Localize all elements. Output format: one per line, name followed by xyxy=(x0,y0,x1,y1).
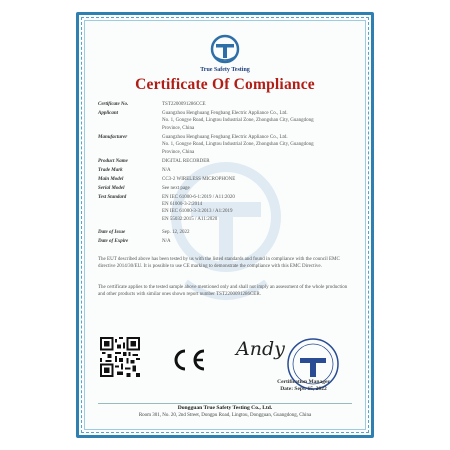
field-value-line: No. 1, Gongye Road, Lingtou Industrial Zone, Zhongshan City, Guangdong xyxy=(162,118,314,124)
field-value-line: TST2200091286CCE xyxy=(162,102,206,107)
field-value-line: EN 61000-3-2:2014 xyxy=(162,202,203,207)
footer-address: Room 301, No. 20, 2nd Street, Dongpu Road, Lingtou, Dongguan, Guangdong, China xyxy=(138,413,312,418)
footer-divider xyxy=(98,403,352,404)
field-value-line: CC3-2 WIRELESS MICROPHONE xyxy=(162,176,236,182)
field-label: Manufacturer xyxy=(98,134,128,140)
company-logo-icon xyxy=(210,34,240,64)
field-label: Serial Model xyxy=(98,185,125,191)
field-value xyxy=(162,158,362,165)
qr-code-icon xyxy=(100,337,140,377)
certification-manager xyxy=(251,379,356,393)
field-value xyxy=(162,110,362,132)
field-value-line: Sep. 12, 2022 xyxy=(162,230,190,236)
field-value-line: N/A xyxy=(162,167,171,173)
field-value xyxy=(162,185,362,192)
ce-mark-icon xyxy=(170,348,208,372)
field-value-line: Guangzhou Henghuang Fengbang Electric Appliance Co., Ltd. xyxy=(162,111,288,116)
field-value-line: EN IEC 61000-6-1:2019 / A11:2020 xyxy=(162,194,235,200)
field-value xyxy=(162,194,362,224)
field-label: Certificate No. xyxy=(98,102,129,107)
field-label: Trade Mark xyxy=(98,167,123,173)
field-value-line: See next page xyxy=(162,185,190,191)
field-value xyxy=(162,101,362,108)
field-value xyxy=(162,238,362,245)
manager-date: Date: Sept. 15, 2022 xyxy=(280,386,327,392)
field-value xyxy=(162,229,362,236)
field-value-line: EN 55032:2015 / A11:2020 xyxy=(162,216,218,222)
field-value xyxy=(162,134,362,156)
field-value-line: Province, China xyxy=(162,125,195,131)
certificate xyxy=(76,12,374,438)
compliance-statement: The EUT described above has been tested by us with the listed standards and found in compliance with the council EMC directive 2014/30/EU. It is possible to use CE marking to demonstrate the compliance with this EMC Directive. xyxy=(98,257,340,270)
brand-name: True Safety Testing xyxy=(200,67,250,73)
manager-signature: Andy xyxy=(236,338,285,360)
field-value-line: No. 1, Gongye Road, Lingtou Industrial Zone, Zhongshan City, Guangdong xyxy=(162,142,314,148)
field-value-line: EN IEC 61000-3-3:2013 / A1:2019 xyxy=(162,209,233,215)
field-label: Product Name xyxy=(98,158,128,164)
footer xyxy=(76,405,374,419)
field-label: Date of Expire xyxy=(98,239,129,245)
field-value-line: Province, China xyxy=(162,149,195,155)
field-label: Applicant xyxy=(98,111,119,116)
manager-title: Certification Manager xyxy=(277,379,330,385)
scope-statement: The certificate applies to the tested sample above mentioned only and shall not imply an assessment of the whole production and other products with similar ones shown report number TST2200091286CER. xyxy=(98,285,348,298)
field-value-line: Guangzhou Henghuang Fengbang Electric Appliance Co., Ltd. xyxy=(162,134,288,140)
field-value xyxy=(162,167,362,174)
certificate-title: Certificate Of Compliance xyxy=(135,76,315,93)
field-label: Main Model xyxy=(98,176,124,182)
field-value xyxy=(162,176,362,183)
field-value-line: DIGITAL RECORDER xyxy=(162,158,210,164)
field-value-line: N/A xyxy=(162,239,171,245)
footer-company: Dongguan True Safety Testing Co., Ltd. xyxy=(177,405,273,411)
field-label: Test Standard xyxy=(98,194,127,200)
field-label: Date of Issue xyxy=(98,230,126,236)
